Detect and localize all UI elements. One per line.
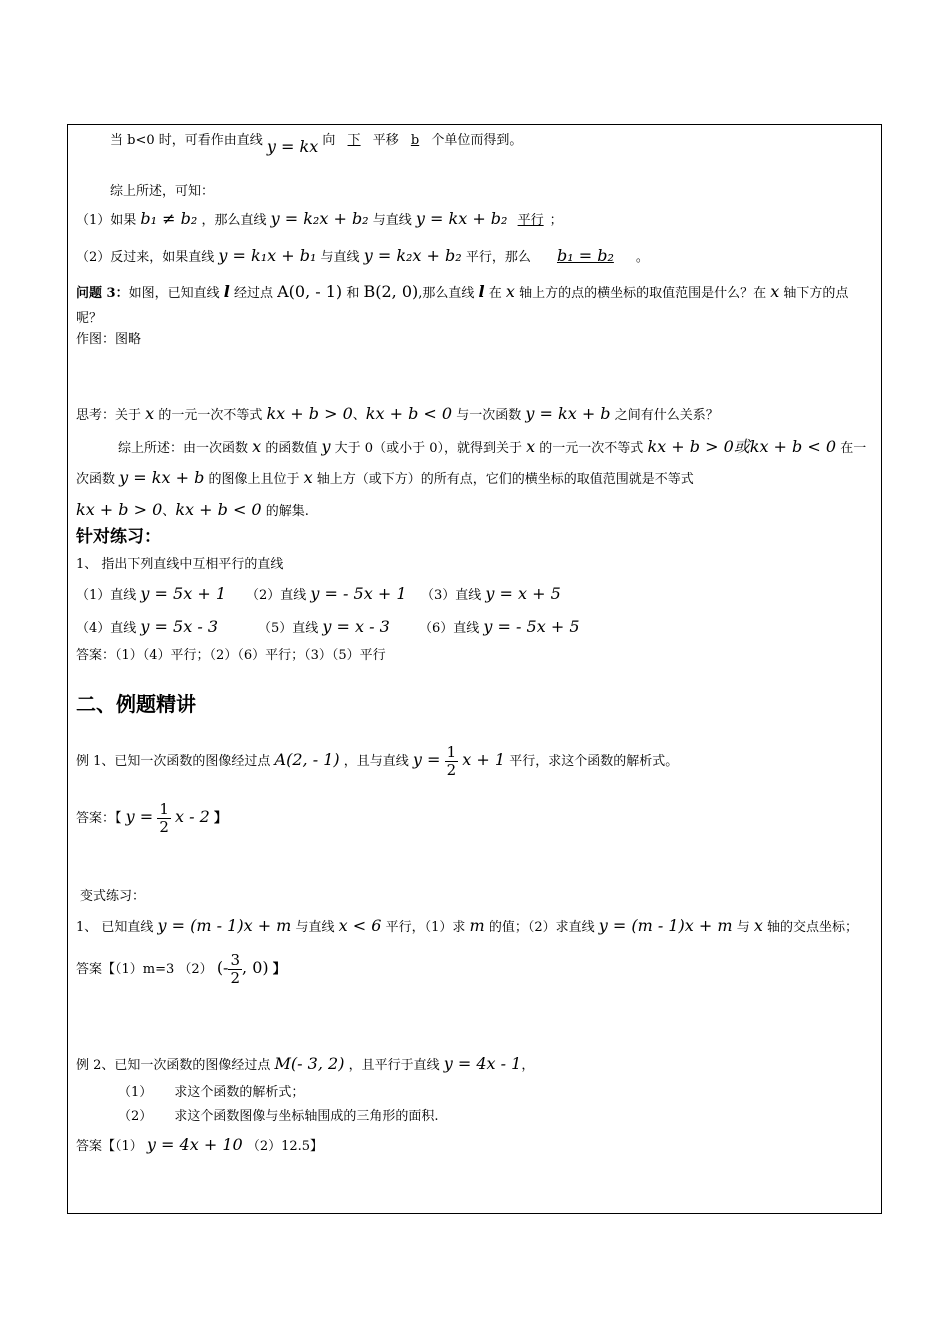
fraction xyxy=(228,952,242,987)
text: 个单位而得到。 xyxy=(431,133,523,148)
text: 】 xyxy=(213,811,227,826)
practice-question: 1、 指出下列直线中互相平行的直线 xyxy=(76,557,284,572)
text: 在 xyxy=(488,286,502,301)
text: 的解集. xyxy=(265,504,309,519)
point: , 0) xyxy=(242,958,269,977)
inequality: kx + b > 0或kx + b < 0 xyxy=(647,437,837,456)
text: （2）反过来，如果直线 xyxy=(76,250,215,265)
text: 思考：关于 xyxy=(76,408,142,423)
equation: y = 4x + 10 xyxy=(146,1135,243,1154)
question-3 xyxy=(76,283,848,303)
equation: b₁ ≠ b₂ xyxy=(140,209,198,228)
text: 求这个函数的解析式； xyxy=(174,1085,305,1100)
numerator: 3 xyxy=(230,951,241,969)
point: (- xyxy=(216,958,229,977)
example-1-answer xyxy=(76,801,227,836)
example-1 xyxy=(76,744,678,779)
shift-down-line xyxy=(110,130,523,156)
text: 。 xyxy=(635,250,649,265)
variant-answer xyxy=(76,952,286,987)
equation: y = (m - 1)x + m xyxy=(598,916,733,935)
variable: x xyxy=(770,282,780,301)
denominator: 2 xyxy=(446,761,457,779)
section-heading: 二、例题精讲 xyxy=(76,692,196,716)
point: M(- 3, 2) xyxy=(274,1054,345,1073)
point: A(2, - 1) xyxy=(274,750,340,769)
equation: y = k₂x + b₂ xyxy=(363,246,462,265)
conclusion-line-1 xyxy=(118,438,866,458)
text: ，那么直线 xyxy=(201,213,267,228)
practice-item-6 xyxy=(419,618,580,638)
fraction xyxy=(157,801,171,836)
equation: y = - 5x + 1 xyxy=(310,584,407,603)
point: B(2, 0) xyxy=(363,282,419,301)
text: 轴上方的点的横坐标的取值范围是什么？在 xyxy=(519,286,767,301)
text: 与直线 xyxy=(295,920,335,935)
sub-number: （1） xyxy=(118,1085,153,1100)
rule-2 xyxy=(76,247,649,267)
example-2-sub-1 xyxy=(118,1084,304,1102)
text: 】 xyxy=(272,962,286,977)
practice-item-4 xyxy=(76,618,218,638)
text: （5）直线 xyxy=(258,621,319,636)
example-2-answer xyxy=(76,1136,323,1156)
fill-answer: b xyxy=(410,133,420,148)
equation: y = k₂x + b₂ xyxy=(270,209,369,228)
example-2-sub-2 xyxy=(118,1108,439,1126)
text: （4）直线 xyxy=(76,621,137,636)
variable: y xyxy=(321,437,331,456)
text: 的函数值 xyxy=(265,441,318,456)
equation: y = x - 3 xyxy=(322,617,390,636)
equation: y = 4x - 1 xyxy=(443,1054,522,1073)
numerator: 1 xyxy=(159,800,169,818)
conclusion-line-2 xyxy=(76,469,694,489)
text: 经过点 xyxy=(233,286,273,301)
practice-item-2 xyxy=(246,585,407,605)
summary-heading: 综上所述，可知： xyxy=(110,184,215,199)
text: 在一 xyxy=(840,441,867,456)
numerator: 1 xyxy=(446,743,457,761)
text: 平行，（1）求 xyxy=(385,920,466,935)
practice-item-3 xyxy=(421,585,561,605)
text: 求这个函数图像与坐标轴围成的三角形的面积. xyxy=(174,1109,439,1124)
equation: y = kx + b xyxy=(525,404,611,423)
text: 轴的交点坐标； xyxy=(767,920,859,935)
text: （2）12.5】 xyxy=(246,1139,324,1154)
equation: y = xyxy=(125,807,154,826)
conclusion-line-3 xyxy=(76,501,309,521)
text: （6）直线 xyxy=(419,621,480,636)
text: （3）直线 xyxy=(421,588,482,603)
variable: l xyxy=(478,282,485,301)
drawing-note: 作图：图略 xyxy=(76,332,142,347)
text: 与一次函数 xyxy=(456,408,522,423)
inequality: kx + b > 0 xyxy=(266,404,353,423)
text: 的图像上且位于 xyxy=(208,472,300,487)
point: A(0, - 1) xyxy=(277,282,343,301)
text: 平行，那么 xyxy=(465,250,531,265)
text: 平移 xyxy=(372,133,399,148)
text: 和 xyxy=(346,286,360,301)
inequality: kx + b < 0 xyxy=(175,500,262,519)
equation: y = k₁x + b₁ xyxy=(218,246,317,265)
text: 答案【（1）m=3 （2） xyxy=(76,962,213,977)
equation: y = kx + b₂ xyxy=(415,209,508,228)
text: 之间有什么关系？ xyxy=(614,408,719,423)
inequality: kx + b < 0 xyxy=(365,404,453,423)
equation: y = - 5x + 5 xyxy=(483,617,580,636)
text: 向 xyxy=(322,133,336,148)
equation: y = 5x - 3 xyxy=(140,617,218,636)
text: 1、 已知直线 xyxy=(76,920,154,935)
question-3-cont: 呢？ xyxy=(76,311,103,326)
variable: x xyxy=(303,468,313,487)
think-question xyxy=(76,405,719,425)
denominator: 2 xyxy=(159,818,169,836)
practice-item-5 xyxy=(258,618,390,638)
fraction xyxy=(445,744,459,779)
text: ，且平行于直线 xyxy=(348,1058,440,1073)
fill-answer: 下 xyxy=(347,133,361,148)
practice-heading: 针对练习： xyxy=(76,527,161,547)
text: 的值；（2）求直线 xyxy=(488,920,595,935)
text: 的一元一次不等式 xyxy=(539,441,644,456)
text: （1）直线 xyxy=(76,588,137,603)
text: 如图，已知直线 xyxy=(128,286,220,301)
denominator: 2 xyxy=(230,969,241,987)
variable: x xyxy=(526,437,536,456)
variable: x xyxy=(753,916,763,935)
example-2 xyxy=(76,1055,534,1075)
sub-number: （2） xyxy=(118,1109,153,1124)
text: ，且与直线 xyxy=(343,754,409,769)
fill-answer: b₁ = b₂ xyxy=(556,246,614,265)
equation: y = kx xyxy=(266,137,319,156)
rule-1 xyxy=(76,210,563,230)
variable: m xyxy=(469,916,485,935)
text: 轴上方（或下方）的所有点，它们的横坐标的取值范围就是不等式 xyxy=(316,472,694,487)
text: 综上所述：由一次函数 xyxy=(118,441,249,456)
text: 大于 0（或小于 0），就得到关于 xyxy=(334,441,522,456)
equation: y = xyxy=(412,750,441,769)
text: 、 xyxy=(162,504,176,519)
equation: y = (m - 1)x + m xyxy=(157,916,292,935)
text: 例 2、已知一次函数的图像经过点 xyxy=(76,1058,271,1073)
text: 平行，求这个函数的解析式。 xyxy=(509,754,679,769)
text: 的一元一次不等式 xyxy=(158,408,263,423)
equation: x + 1 xyxy=(462,750,506,769)
practice-item-1 xyxy=(76,585,226,605)
variant-question xyxy=(76,917,858,937)
fill-answer: 平行 xyxy=(517,213,544,228)
equation: y = kx + b xyxy=(119,468,205,487)
text: 次函数 xyxy=(76,472,116,487)
text: （1）如果 xyxy=(76,213,137,228)
text: 答案【（1） xyxy=(76,1139,143,1154)
text: 与 xyxy=(736,920,750,935)
text: 轴下方的点 xyxy=(783,286,849,301)
text: 与直线 xyxy=(372,213,412,228)
inequality: kx + b > 0 xyxy=(76,500,163,519)
text: ， xyxy=(521,1058,535,1073)
equation: y = 5x + 1 xyxy=(140,584,226,603)
equation: y = x + 5 xyxy=(485,584,561,603)
text: 当 b<0 时，可看作由直线 xyxy=(110,133,263,148)
variable: x xyxy=(145,404,155,423)
equation: x - 2 xyxy=(175,807,210,826)
text: ； xyxy=(549,213,563,228)
variant-heading: 变式练习： xyxy=(80,889,146,904)
text: ,那么直线 xyxy=(418,286,475,301)
text: 与直线 xyxy=(320,250,360,265)
inequality: x < 6 xyxy=(338,916,382,935)
practice-answer: 答案：（1）（4）平行；（2）（6）平行；（3）（5）平行 xyxy=(76,648,386,663)
question-label: 问题 3： xyxy=(76,286,129,301)
variable: x xyxy=(252,437,262,456)
variable: x xyxy=(505,282,515,301)
variable: l xyxy=(223,282,230,301)
text: 例 1、已知一次函数的图像经过点 xyxy=(76,754,271,769)
text: （2）直线 xyxy=(246,588,307,603)
text: 答案：【 xyxy=(76,811,122,826)
text: 、 xyxy=(352,408,366,423)
